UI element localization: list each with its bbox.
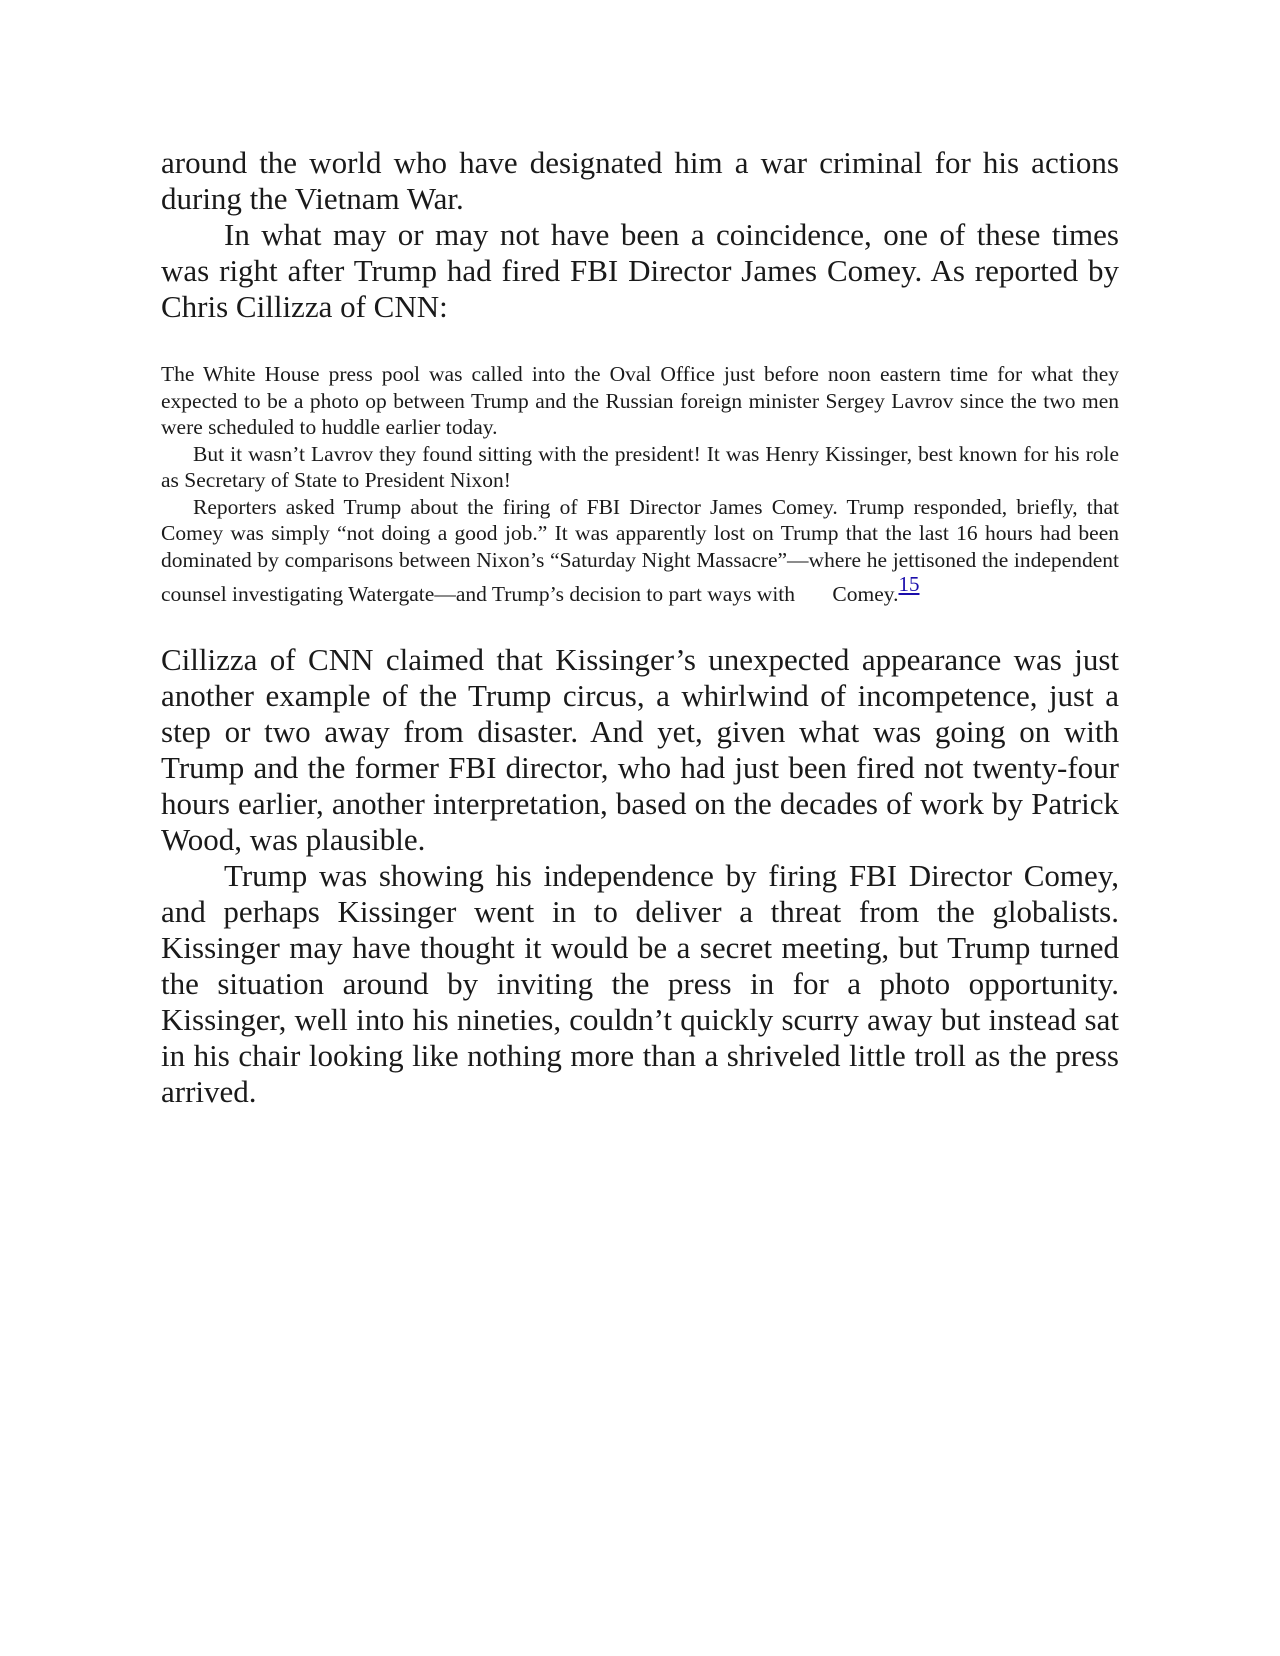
quote-paragraph: The White House press pool was called into the Oval Office just before noon eastern time for what they expected to be a photo op between Trump and the Russian foreign minister Sergey Lavrov since the two men were scheduled to huddle earlier today. <box>161 362 1119 439</box>
footnote-link[interactable]: 15 <box>898 572 920 596</box>
quote-last-word: Comey. <box>832 582 899 606</box>
body-paragraph: Trump was showing his independence by firing FBI Director Comey, and perhaps Kissinger went in to deliver a threat from the globalists. Kissinger may have thought it would be a secret meeting, but Trump turned the situation around by inviting the press in for a photo opportunity. Kissinger, well into his nineties, couldn’t quickly scurry away but instead sat in his chair looking like nothing more than a shriveled little troll as the press arrived. <box>161 857 1119 1109</box>
body-paragraph: In what may or may not have been a coincidence, one of these times was right after Trump had fired FBI Director James Comey. As reported by Chris Cillizza of CNN: <box>161 217 1119 324</box>
document-page <box>161 145 1119 1110</box>
quote-paragraph: But it wasn’t Lavrov they found sitting with the president! It was Henry Kissinger, best known for his role as Secretary of State to President Nixon! <box>161 441 1119 492</box>
quote-last-word-wrap <box>800 572 920 608</box>
body-paragraph: around the world who have designated him a war criminal for his actions during the Vietnam War. <box>161 145 1119 216</box>
body-paragraph: Cillizza of CNN claimed that Kissinger’s unexpected appearance was just another example of the Trump circus, a whirlwind of incompetence, just a step or two away from disaster. And yet, given what was going on with Trump and the former FBI director, who had just been fired not twenty-four hours earlier, another interpretation, based on the decades of work by Patrick Wood, was plausible. <box>161 641 1119 857</box>
block-quote <box>161 361 1119 608</box>
quote-paragraph-text: Reporters asked Trump about the firing of FBI Director James Comey. Trump responded, briefly, that Comey was simply “not doing a good job.” It was apparently lost on Trump that the last 16 hours had been dominated by comparisons between Nixon’s “Saturday Night Massacre”—where he jettisoned the independent counsel investigating Watergate—and Trump’s decision to part ways with <box>161 494 1119 606</box>
quote-paragraph <box>161 494 1119 608</box>
